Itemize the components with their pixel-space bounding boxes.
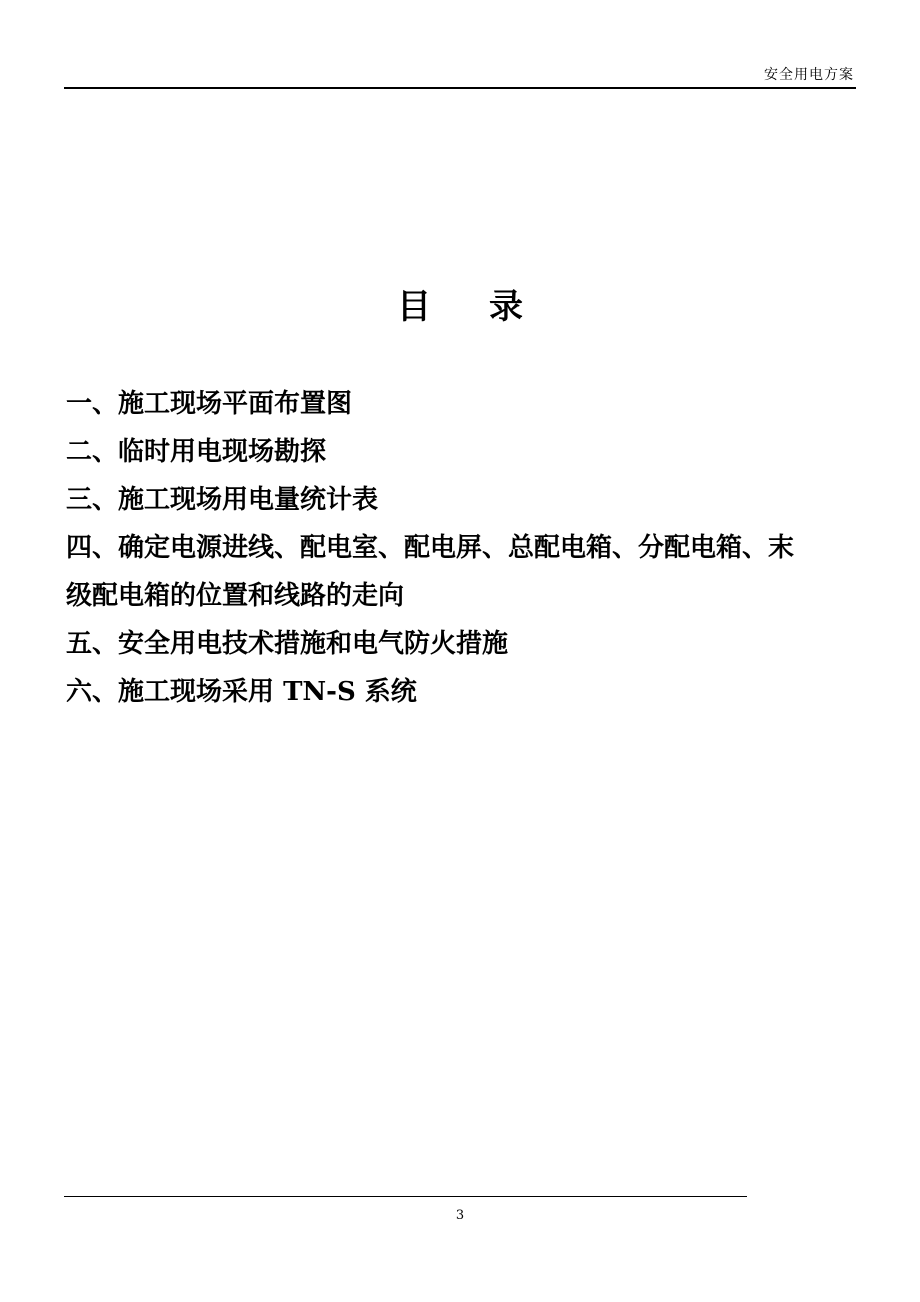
toc-item-number: 四、 — [66, 533, 119, 563]
toc-item — [66, 476, 862, 524]
toc-item-number: 三、 — [66, 485, 119, 515]
toc-item-number: 一、 — [66, 389, 119, 419]
header-rule — [64, 87, 856, 89]
footer-rule — [64, 1196, 747, 1197]
toc-item-number: 五、 — [66, 629, 119, 659]
toc-item-text: 确定电源进线、配电室、配电屏、总配电箱、分配电箱、末 — [118, 533, 795, 563]
toc-item-number: 二、 — [66, 437, 119, 467]
toc-item-continuation: 级配电箱的位置和线路的走向 — [66, 581, 405, 611]
toc-item — [66, 380, 862, 428]
toc-item-number: 六、 — [66, 677, 119, 707]
toc-item — [66, 620, 862, 668]
toc-item — [66, 524, 862, 572]
toc-item-text: 安全用电技术措施和电气防火措施 — [118, 629, 509, 659]
toc-item-text: 施工现场平面布置图 — [118, 389, 353, 419]
toc-item-text: 施工现场用电量统计表 — [118, 485, 379, 515]
toc-title-char: 目 — [397, 287, 431, 327]
toc-item — [66, 668, 862, 716]
toc-item-text: 临时用电现场勘探 — [118, 437, 327, 467]
running-header: 安全用电方案 — [764, 67, 854, 83]
toc-item — [66, 428, 862, 476]
toc-list — [66, 380, 862, 716]
toc-item-text: 施工现场采用 TN-S 系统 — [118, 677, 417, 707]
page-number: 3 — [455, 1208, 465, 1223]
toc-title-char: 录 — [489, 287, 523, 327]
toc-title — [0, 285, 920, 329]
